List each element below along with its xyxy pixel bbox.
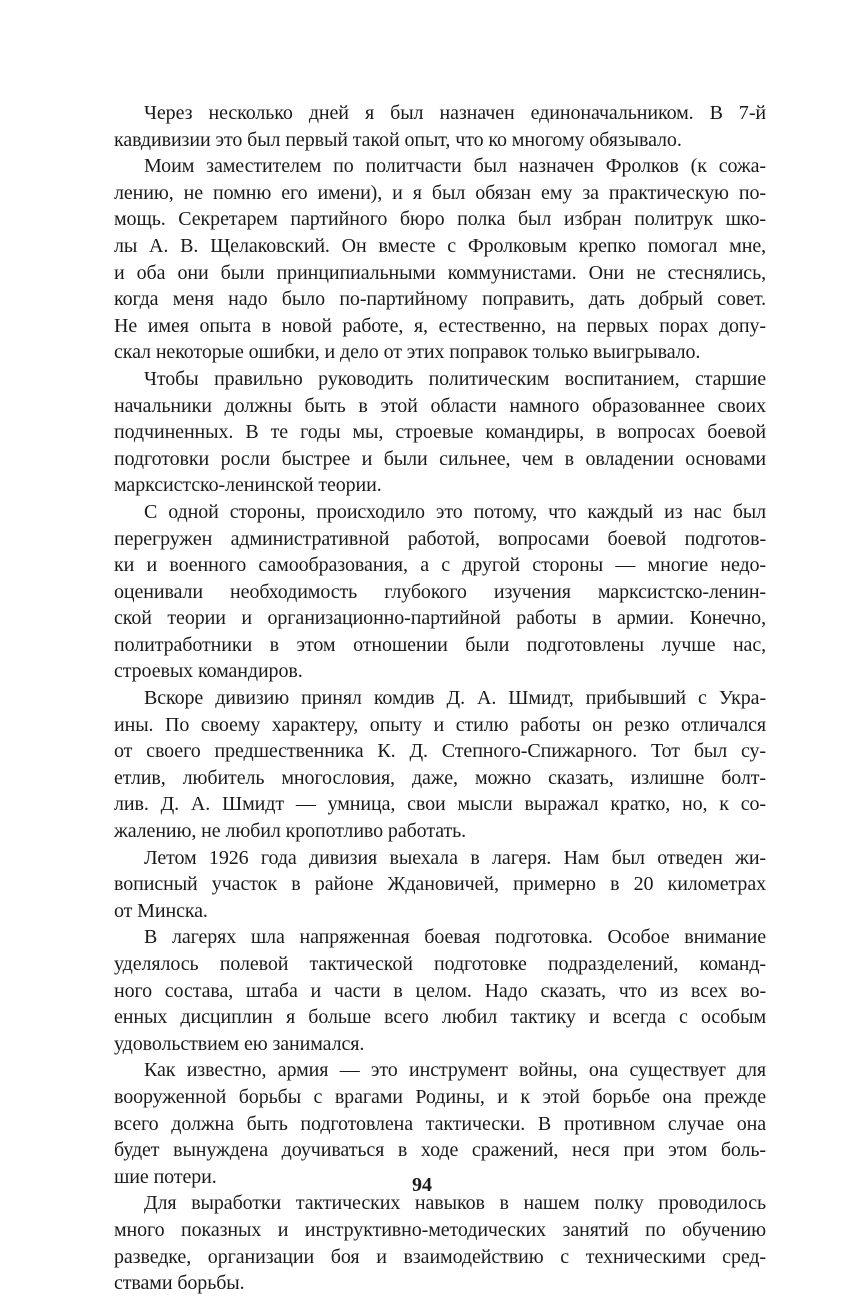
text-line: Для выработки тактических навыков в нашем полку проводилось bbox=[144, 1192, 766, 1215]
text-line: и оба они были принципиальными коммунистами. Они не стеснялись, bbox=[114, 261, 766, 284]
text-line: Чтобы правильно руководить политическим воспитанием, старшие bbox=[144, 367, 766, 390]
text-line: кавдивизии это был первый такой опыт, что ко многому обязывало. bbox=[114, 128, 682, 151]
text-line: етлив, любитель многословия, даже, можно сказать, излишне болт- bbox=[114, 766, 766, 789]
text-line: ного состава, штаба и части в целом. Надо сказать, что из всех во- bbox=[114, 979, 766, 1002]
text-line: мощь. Секретарем партийного бюро полка был избран политрук шко- bbox=[114, 208, 766, 231]
paragraph bbox=[114, 1057, 766, 1190]
text-line: шие потери. bbox=[114, 1165, 217, 1188]
text-line: ствами борьбы. bbox=[114, 1272, 245, 1295]
paragraph bbox=[114, 924, 766, 1057]
text-line: Моим заместителем по политчасти был назначен Фролков (к сожа- bbox=[144, 155, 766, 178]
text-line: вописный участок в районе Ждановичей, примерно в 20 километрах bbox=[114, 873, 766, 896]
text-line: уделялось полевой тактической подготовке подразделений, команд- bbox=[114, 953, 766, 975]
text-line: лению, не помню его имени), и я был обязан ему за практическую по- bbox=[114, 181, 766, 204]
text-line: начальники должны быть в этой области намного образованнее своих bbox=[114, 394, 766, 417]
text-line: ской теории и организационно-партийной работы в армии. Конечно, bbox=[114, 607, 766, 630]
text-line: от своего предшественника К. Д. Степного-Спижарного. Тот был су- bbox=[114, 740, 766, 763]
text-line: марксистско-ленинской теории. bbox=[114, 474, 382, 497]
page-number: 94 bbox=[412, 1174, 432, 1196]
paragraph bbox=[114, 100, 766, 153]
text-line: енных дисциплин я больше всего любил тактику и всегда с особым bbox=[114, 1006, 766, 1029]
text-line: Не имея опыта в новой работе, я, естественно, на первых порах допу- bbox=[114, 314, 766, 337]
text-line: Через несколько дней я был назначен единоначальником. В 7-й bbox=[144, 102, 766, 124]
text-line: Вскоре дивизию принял комдив Д. А. Шмидт, прибывший с Укра- bbox=[144, 687, 766, 710]
text-line: ки и военного самообразования, а с другой стороны — многие недо- bbox=[114, 554, 766, 577]
text-line: В лагерях шла напряженная боевая подготовка. Особое внимание bbox=[144, 926, 766, 949]
paragraph bbox=[114, 153, 766, 366]
paragraph bbox=[114, 685, 766, 845]
text-line: всего должна быть подготовлена тактически. В противном случае она bbox=[114, 1112, 766, 1135]
text-line: перегружен административной работой, вопросами боевой подготов- bbox=[114, 527, 766, 550]
text-line: будет вынуждена доучиваться в ходе сражений, неся при этом боль- bbox=[114, 1139, 766, 1162]
text-line: скал некоторые ошибки, и дело от этих поправок только выигрывало. bbox=[114, 341, 701, 364]
text-line: много показных и инструктивно-методических занятий по обучению bbox=[114, 1218, 766, 1241]
text-line: Как известно, армия — это инструмент войны, она существует для bbox=[144, 1059, 766, 1082]
paragraph bbox=[114, 845, 766, 925]
paragraph bbox=[114, 1190, 766, 1296]
text-line: разведке, организации боя и взаимодействию с техническими сред- bbox=[114, 1245, 766, 1268]
text-line: от Минска. bbox=[114, 899, 208, 922]
text-line: лы А. В. Щелаковский. Он вместе с Фролковым крепко помогал мне, bbox=[114, 234, 766, 257]
page-body bbox=[114, 100, 766, 1297]
text-line: удовольствием ею занимался. bbox=[114, 1032, 365, 1055]
paragraph bbox=[114, 366, 766, 499]
text-line: Летом 1926 года дивизия выехала в лагеря. Нам был отведен жи- bbox=[144, 846, 766, 869]
text-line: лив. Д. А. Шмидт — умница, свои мысли выражал кратко, но, к со- bbox=[114, 793, 766, 816]
text-line: когда меня надо было по-партийному поправить, дать добрый совет. bbox=[114, 288, 766, 311]
text-line: оценивали необходимость глубокого изучения марксистско-ленин- bbox=[114, 580, 766, 603]
text-line: подчиненных. В те годы мы, строевые командиры, в вопросах боевой bbox=[114, 421, 766, 444]
text-line: подготовки росли быстрее и были сильнее, чем в овладении основами bbox=[114, 447, 766, 470]
text-line: С одной стороны, происходило это потому, что каждый из нас был bbox=[144, 500, 766, 523]
paragraph bbox=[114, 499, 766, 685]
text-line: жалению, не любил кропотливо работать. bbox=[114, 820, 467, 843]
text-line: вооруженной борьбы с врагами Родины, и к этой борьбе она прежде bbox=[114, 1085, 766, 1108]
text-line: ины. По своему характеру, опыту и стилю работы он резко отличался bbox=[114, 713, 766, 736]
text-line: политработники в этом отношении были подготовлены лучше нас, bbox=[114, 633, 766, 656]
text-line: строевых командиров. bbox=[114, 660, 303, 683]
